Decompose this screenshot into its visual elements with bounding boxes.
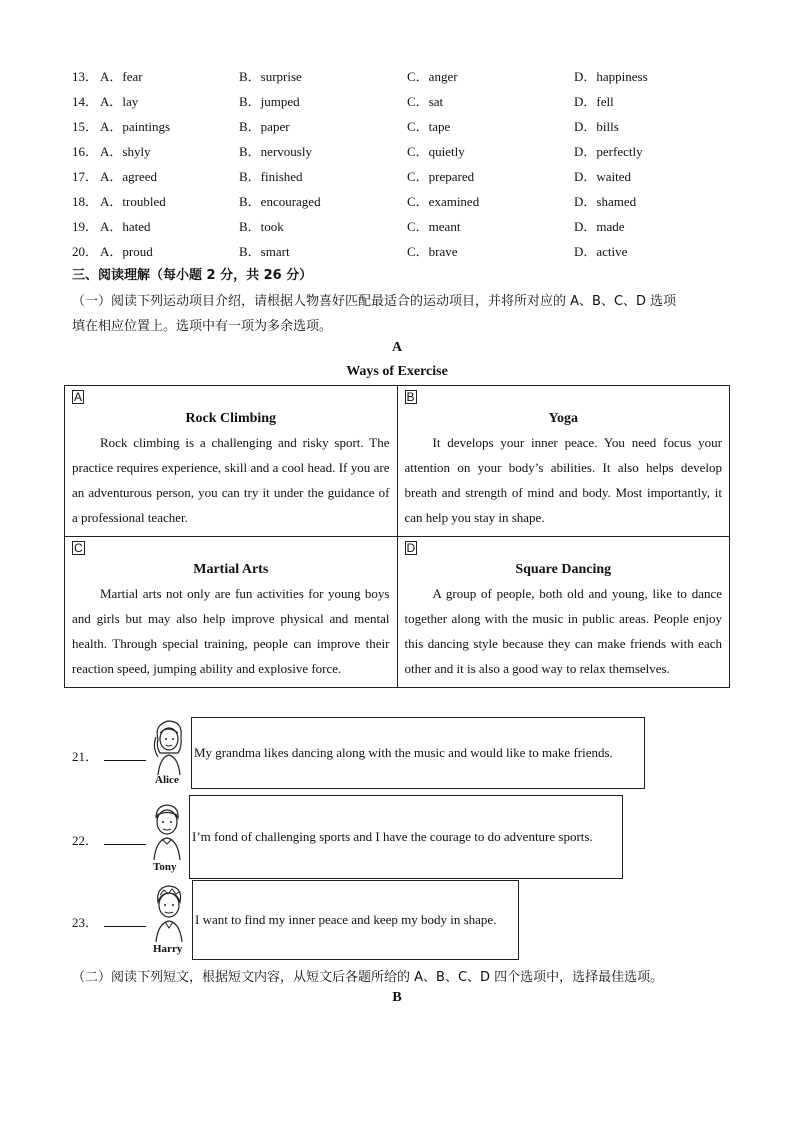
part1-instruction-line2: 填在相应位置上。选项中有一项为多余选项。: [72, 319, 333, 334]
question-number: 13．: [72, 69, 99, 84]
box-title: Martial Arts: [193, 562, 269, 577]
option-d: D．happiness: [574, 69, 648, 84]
part1-instruction-line1: （一）阅读下列运动项目介绍，请根据人物喜好匹配最适合的运动项目，并将所对应的 A、B、C、D 选项: [72, 294, 677, 309]
speech-box: [192, 880, 519, 960]
option-a: A．paintings: [100, 119, 171, 134]
option-c: C．anger: [407, 69, 458, 84]
option-c: C．tape: [407, 119, 451, 134]
option-b: B．finished: [239, 169, 303, 184]
question-number: 19．: [72, 219, 99, 234]
section-title: 三、阅读理解（每小题 2 分，共 26 分）: [72, 268, 313, 283]
option-b: B．smart: [239, 244, 290, 259]
box-title: Yoga: [548, 411, 579, 426]
question-number: 16．: [72, 144, 99, 159]
option-b: B．paper: [239, 119, 290, 134]
option-a: A．hated: [100, 219, 151, 234]
boy-portrait-icon: [148, 800, 186, 860]
option-d: D．fell: [574, 94, 614, 109]
box-text: Martial arts not only are fun activities for young boys and girls but may also help improve physical and mental health. Through special training, people can improve their reaction speed, jumping ability and explosive force.: [72, 586, 390, 676]
passage-title: Ways of Exercise: [346, 364, 448, 379]
box-text: A group of people, both old and young, like to dance together along with the music in public areas. People enjoy this dancing style because they can make friends with each other and it is also a good way to relax themselves.: [404, 586, 722, 676]
option-b: B．took: [239, 219, 284, 234]
question-23: [72, 912, 146, 931]
person-name: Harry: [153, 943, 183, 955]
question-number: 21．: [72, 749, 99, 764]
option-a: A．troubled: [100, 194, 166, 209]
exercise-table: [64, 385, 730, 688]
option-row-16: [72, 141, 752, 161]
option-d: D．bills: [574, 119, 619, 134]
boy-portrait-icon: [150, 882, 188, 942]
option-a: A．proud: [100, 244, 153, 259]
box-tag: B: [406, 390, 415, 404]
girl-portrait-icon: [150, 717, 188, 775]
box-title: Rock Climbing: [185, 411, 277, 426]
answer-blank[interactable]: [104, 750, 146, 761]
passage-letter-a: A: [391, 340, 403, 355]
option-row-18: [72, 191, 752, 211]
box-tag: C: [74, 541, 83, 555]
option-d: D．perfectly: [574, 144, 643, 159]
option-c: C．brave: [407, 244, 458, 259]
speech-box: [191, 717, 645, 789]
speech-text: My grandma likes dancing along with the music and would like to make friends.: [194, 745, 613, 760]
option-row-20: [72, 241, 752, 261]
speech-text: I’m fond of challenging sports and I have the courage to do adventure sports.: [192, 829, 593, 844]
exercise-box-a: [65, 386, 398, 537]
answer-blank[interactable]: [104, 916, 146, 927]
box-title: Square Dancing: [515, 562, 612, 577]
answer-blank[interactable]: [104, 834, 146, 845]
option-b: B．encouraged: [239, 194, 321, 209]
person-name: Alice: [155, 774, 179, 786]
option-b: B．surprise: [239, 69, 302, 84]
question-number: 23．: [72, 915, 99, 930]
exercise-box-c: [65, 537, 398, 688]
option-a: A．fear: [100, 69, 143, 84]
question-number: 17．: [72, 169, 99, 184]
option-row-13: [72, 66, 752, 86]
option-d: D．waited: [574, 169, 632, 184]
exercise-box-b: [397, 386, 730, 537]
option-a: A．lay: [100, 94, 139, 109]
option-row-14: [72, 91, 752, 111]
speech-box: [189, 795, 623, 879]
option-a: A．shyly: [100, 144, 151, 159]
option-d: D．shamed: [574, 194, 637, 209]
option-c: C．prepared: [407, 169, 475, 184]
option-c: C．quietly: [407, 144, 465, 159]
option-c: C．examined: [407, 194, 480, 209]
option-b: B．jumped: [239, 94, 300, 109]
box-tag: D: [406, 541, 416, 555]
box-text: It develops your inner peace. You need focus your attention on your body’s abilities. It also helps develop breath and strength of mind and body. Most importantly, it can help you stay in shape.: [404, 435, 722, 525]
option-c: C．sat: [407, 94, 444, 109]
option-a: A．agreed: [100, 169, 158, 184]
person-name: Tony: [153, 861, 177, 873]
question-number: 15．: [72, 119, 99, 134]
speech-text: I want to find my inner peace and keep my body in shape.: [195, 912, 497, 927]
option-d: D．active: [574, 244, 628, 259]
part2-instruction: （二）阅读下列短文，根据短文内容，从短文后各题所给的 A、B、C、D 四个选项中，选择最佳选项。: [72, 970, 664, 985]
question-number: 20．: [72, 244, 99, 259]
question-22: [72, 830, 146, 849]
exercise-box-d: [397, 537, 730, 688]
option-c: C．meant: [407, 219, 461, 234]
question-number: 14．: [72, 94, 99, 109]
question-number: 22．: [72, 833, 99, 848]
passage-letter-b: B: [392, 990, 402, 1005]
question-number: 18．: [72, 194, 99, 209]
question-21: [72, 746, 146, 765]
option-row-15: [72, 116, 752, 136]
option-row-19: [72, 216, 752, 236]
box-text: Rock climbing is a challenging and risky sport. The practice requires experience, skill and a cool head. If you are an adventurous person, you can try it under the guidance of a professional teacher.: [72, 435, 390, 525]
option-b: B．nervously: [239, 144, 312, 159]
option-row-17: [72, 166, 752, 186]
box-tag: A: [74, 390, 83, 404]
option-d: D．made: [574, 219, 625, 234]
